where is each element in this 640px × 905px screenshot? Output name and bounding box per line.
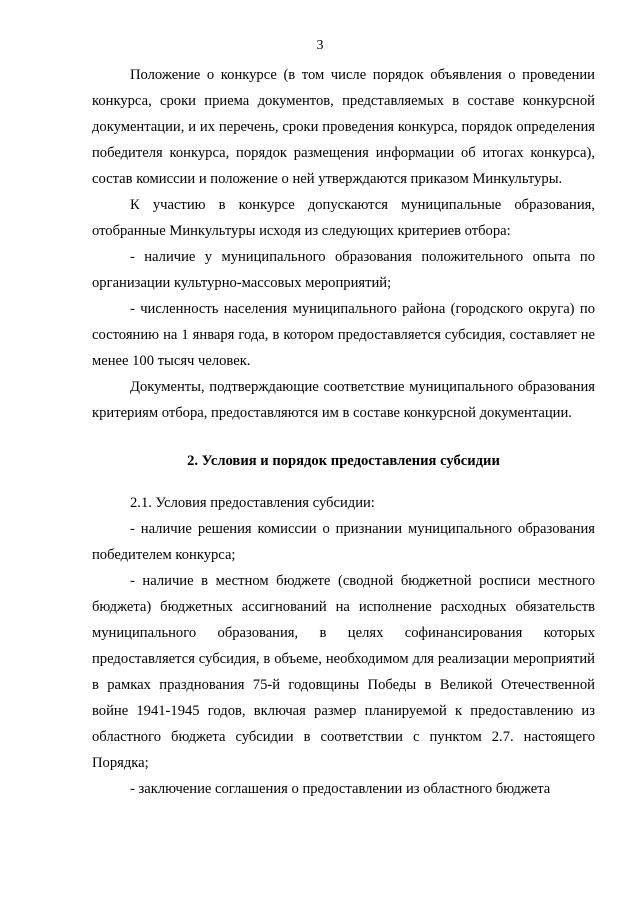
paragraph-conditions-intro: 2.1. Условия предоставления субсидии: [130, 495, 375, 511]
page-number: 3 [316, 38, 324, 53]
paragraph-contest-regulations: Положение о конкурсе (в том числе порядок объявления о проведении конкурса, сроки приема документов, представляемых в составе конкурсной документации, и их перечень, сроки проведения конкурса, порядок определения победителя конкурса, порядок размещения информации об итогах конкурса), состав комиссии и положение о ней утверждаются приказом Минкультуры. [92, 67, 595, 187]
paragraph-condition-budget: - наличие в местном бюджете (сводной бюджетной росписи местного бюджета) бюджетных ассигнований на исполнение расходных обязательств муниципального образования, в целях софинансирования которых предоставляется субсидия, в объеме, необходимом для реализации мероприятий в рамках празднования 75-й годовщины Победы в Великой Отечественной войне 1941-1945 годов, включая размер планируемой к предоставлению из областного бюджета субсидии в соответствии с пунктом 2.7. настоящего Порядка; [92, 573, 595, 771]
document-body [92, 62, 595, 802]
section-heading: 2. Условия и порядок предоставления субсидии [187, 453, 500, 469]
paragraph-criterion-experience: - наличие у муниципального образования положительного опыта по организации культурно-массовых мероприятий; [92, 249, 595, 291]
paragraph-participation: К участию в конкурсе допускаются муниципальные образования, отобранные Минкультуры исходя из следующих критериев отбора: [92, 197, 595, 239]
paragraph-documents: Документы, подтверждающие соответствие муниципального образования критериям отбора, предоставляются им в составе конкурсной документации. [92, 379, 595, 421]
paragraph-condition-agreement: - заключение соглашения о предоставлении из областного бюджета [130, 781, 551, 797]
paragraph-criterion-population: - численность населения муниципального района (городского округа) по состоянию на 1 января года, в котором предоставляется субсидия, составляет не менее 100 тысяч человек. [92, 301, 595, 369]
paragraph-condition-commission: - наличие решения комиссии о признании муниципального образования победителем конкурса; [92, 521, 595, 563]
